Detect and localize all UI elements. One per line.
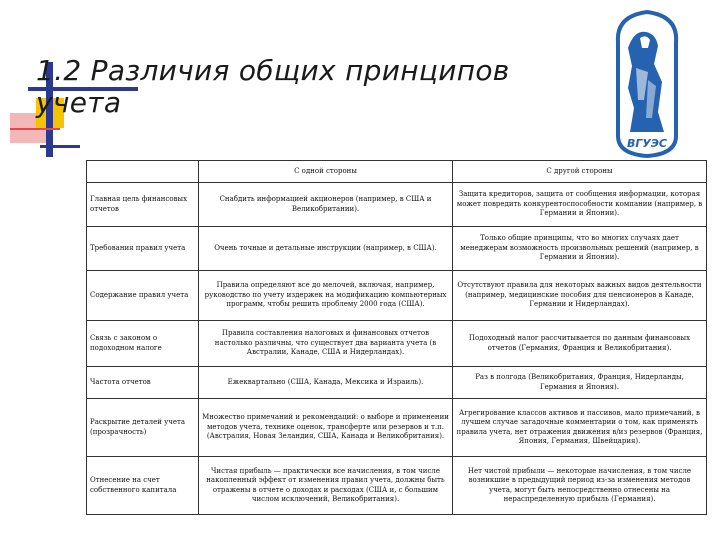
row-right-cell: Раз в полгода (Великобритания, Франция, Нидерланды, Германия и Япония). [453, 367, 707, 399]
row-left-cell: Правила определяют все до мелочей, включая, например, руководство по учету издержек на модификацию компьютерных программ, чтобы решить проблему 2000 года (США). [199, 271, 453, 321]
slide-title: 1.2 Различия общих принципов учета [36, 54, 510, 119]
table-row [87, 367, 707, 399]
row-left-cell: Очень точные и детальные инструкции (например, в США). [199, 227, 453, 271]
row-right-cell: Защита кредиторов, защита от сообщения информации, которая может повредить конкурентоспособности компании (например, в Германии и Японии). [453, 183, 707, 227]
row-label: Частота отчетов [87, 367, 199, 399]
row-left-cell: Множество примечаний и рекомендаций: о выборе и применении методов учета, технике оценок, трансферте или резервов и т.п. (Австралия, Новая Зеландия, США, Канада и Великобритания). [199, 399, 453, 457]
comparison-table [86, 160, 707, 515]
header-cell-other-side: С другой стороны [453, 161, 707, 183]
row-right-cell: Отсутствуют правила для некоторых важных видов деятельности (например, медицинские пособия для пенсионеров в Канаде, Германии и Нидерландах). [453, 271, 707, 321]
row-right-cell: Только общие принципы, что во многих случаях дает менеджерам возможность произвольных решений (например, в Германии и Японии). [453, 227, 707, 271]
row-label: Связь с законом о подоходном налоге [87, 321, 199, 367]
table-row [87, 321, 707, 367]
row-label: Содержание правил учета [87, 271, 199, 321]
header-cell-empty [87, 161, 199, 183]
table-row [87, 227, 707, 271]
university-logo [612, 8, 682, 160]
row-label: Требования правил учета [87, 227, 199, 271]
decor-blue-short-bar [40, 145, 80, 148]
table-row [87, 271, 707, 321]
table-row [87, 399, 707, 457]
row-left-cell: Чистая прибыль — практически все начисления, в том числе накопленный эффект от изменения правил учета, должны быть отражены в отчете о доходах и расходах (США и, с большим числом исключений, Великобритания). [199, 457, 453, 515]
row-label: Отнесение на счет собственного капитала [87, 457, 199, 515]
row-left-cell: Снабдить информацией акционеров (например, в США и Великобритании). [199, 183, 453, 227]
header-cell-one-side: С одной стороны [199, 161, 453, 183]
table-row [87, 457, 707, 515]
row-left-cell: Правила составления налоговых и финансовых отчетов настолько различны, что существует два варианта учета (в Австралии, Канаде, США и Нидерландах). [199, 321, 453, 367]
row-right-cell: Подоходный налог рассчитывается по данным финансовых отчетов (Германия, Франция и Великобритания). [453, 321, 707, 367]
row-right-cell: Агрегирование классов активов и пассивов, мало примечаний, в лучшем случае загадочные комментарии о том, как применять правила учета, нет отражения движения в/из резервов (Франция, Япония, Германия, Швейцария). [453, 399, 707, 457]
table-header-row [87, 161, 707, 183]
decor-red-line [10, 128, 60, 130]
row-label: Главная цель финансовых отчетов [87, 183, 199, 227]
row-label: Раскрытие деталей учета (прозрачность) [87, 399, 199, 457]
row-left-cell: Ежеквартально (США, Канада, Мексика и Израиль). [199, 367, 453, 399]
row-right-cell: Нет чистой прибыли — некоторые начисления, в том числе возникшие в предыдущий период из-за изменения методов учета, могут быть непосредственно отнесены на нераспределенную прибыль (Германия). [453, 457, 707, 515]
table-row [87, 183, 707, 227]
logo-text: ВГУЭС [626, 137, 668, 150]
